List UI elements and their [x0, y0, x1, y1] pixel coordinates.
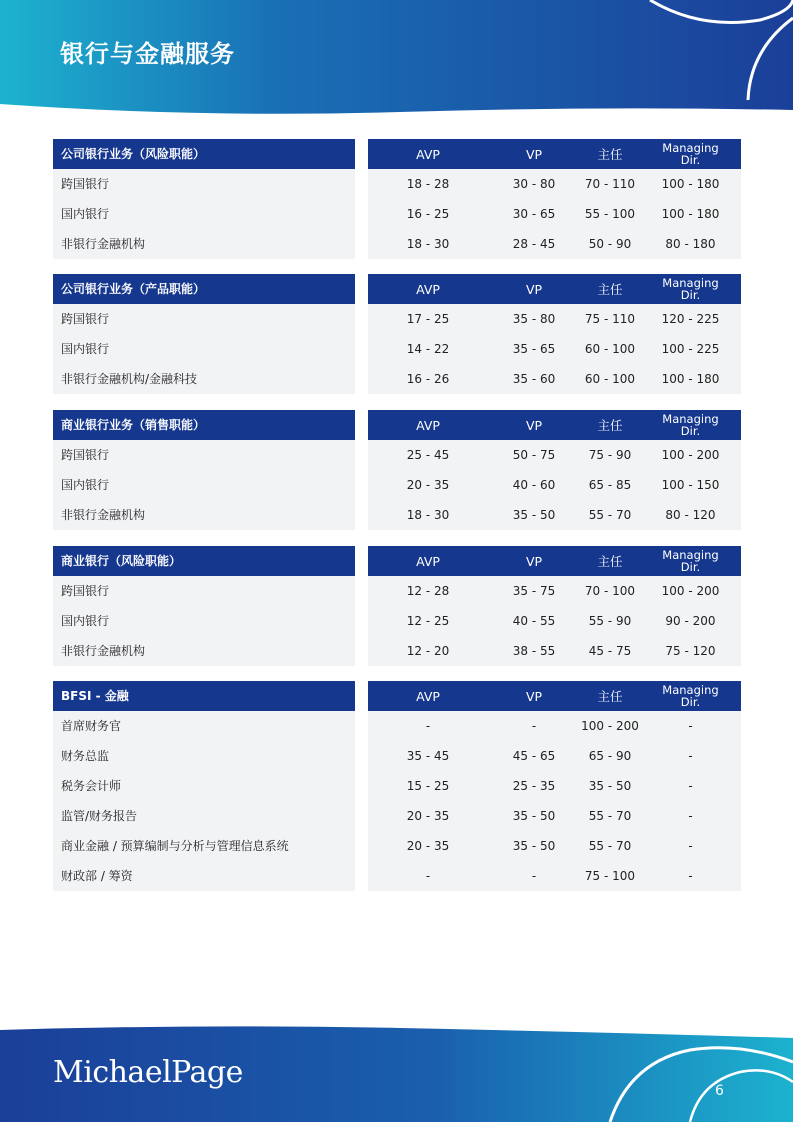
section-title: 公司银行业务（风险职能）: [61, 147, 206, 161]
value-vp: 38 - 55: [512, 644, 556, 658]
value-managing-director: 100 - 200: [661, 448, 720, 462]
table-row: [53, 576, 741, 606]
table-row: [53, 364, 741, 394]
value-avp: 20 - 35: [406, 839, 450, 853]
value-avp: 15 - 25: [406, 779, 450, 793]
column-header-vp: VP: [525, 417, 543, 433]
column-header-managing-director: [640, 274, 741, 304]
column-header-vp: VP: [525, 553, 543, 569]
column-header-avp: AVP: [416, 281, 440, 297]
value-vp: 35 - 50: [512, 508, 556, 522]
value-avp: -: [425, 719, 431, 733]
value-director: 55 - 70: [588, 839, 632, 853]
table-row: [53, 304, 741, 334]
row-label: 首席财务官: [61, 719, 122, 733]
row-label: 国内银行: [61, 478, 110, 492]
row-label: 商业金融 / 预算编制与分析与管理信息系统: [61, 839, 289, 853]
value-avp: 17 - 25: [406, 312, 450, 326]
row-label: 国内银行: [61, 342, 110, 356]
table-row: [53, 169, 741, 199]
page-number: 6: [715, 1083, 724, 1099]
column-header-bar: [368, 546, 741, 576]
table-row: [53, 741, 741, 771]
md-line-1: Managing: [662, 141, 719, 155]
value-vp: 50 - 75: [512, 448, 556, 462]
table-row: [53, 861, 741, 891]
section-title-bar: [53, 274, 355, 304]
column-header-avp: AVP: [416, 688, 440, 704]
value-avp: -: [425, 869, 431, 883]
value-avp: 35 - 45: [406, 749, 450, 763]
section-title-bar: [53, 410, 355, 440]
row-label: 国内银行: [61, 207, 110, 221]
row-label: 非银行金融机构: [61, 237, 146, 251]
md-line-1: Managing: [662, 276, 719, 290]
table-row: [53, 831, 741, 861]
value-vp: 35 - 65: [512, 342, 556, 356]
value-managing-director: -: [688, 719, 693, 733]
table-row: [53, 771, 741, 801]
row-label: 监管/财务报告: [61, 809, 138, 823]
value-director: 70 - 110: [584, 177, 636, 191]
md-line-2: Dir.: [680, 424, 701, 438]
table-row: [53, 636, 741, 666]
value-vp: 35 - 50: [512, 809, 556, 823]
row-label: 非银行金融机构/金融科技: [61, 372, 198, 386]
value-managing-director: -: [688, 809, 693, 823]
md-line-2: Dir.: [680, 695, 701, 709]
value-vp: 35 - 60: [512, 372, 556, 386]
value-avp: 14 - 22: [406, 342, 450, 356]
table-row: [53, 440, 741, 470]
value-vp: 45 - 65: [512, 749, 556, 763]
value-director: 75 - 110: [584, 312, 636, 326]
value-vp: 35 - 50: [512, 839, 556, 853]
value-managing-director: 90 - 200: [665, 614, 716, 628]
row-label: 非银行金融机构: [61, 508, 146, 522]
table-row: [53, 470, 741, 500]
column-header-managing-director: [640, 410, 741, 440]
value-vp: 40 - 60: [512, 478, 556, 492]
value-director: 55 - 70: [588, 809, 632, 823]
column-header-avp: AVP: [416, 146, 440, 162]
md-line-1: Managing: [662, 548, 719, 562]
value-avp: 20 - 35: [406, 809, 450, 823]
column-header-director: 主任: [597, 689, 623, 704]
value-director: 60 - 100: [584, 372, 636, 386]
value-managing-director: 100 - 180: [661, 177, 720, 191]
value-vp: 35 - 75: [512, 584, 556, 598]
value-vp: 40 - 55: [512, 614, 556, 628]
value-director: 65 - 90: [588, 749, 632, 763]
md-line-2: Dir.: [680, 560, 701, 574]
section-title: 公司银行业务（产品职能）: [61, 282, 206, 296]
page-title: 银行与金融服务: [60, 40, 235, 68]
row-label: 税务会计师: [61, 779, 122, 793]
section-table: [53, 274, 741, 394]
value-director: 65 - 85: [588, 478, 632, 492]
md-line-2: Dir.: [680, 288, 701, 302]
table-row: [53, 229, 741, 259]
table-row: [53, 500, 741, 530]
value-vp: -: [531, 719, 537, 733]
column-header-director: 主任: [597, 147, 623, 162]
column-header-avp: AVP: [416, 417, 440, 433]
table-row: [53, 199, 741, 229]
column-header-managing-director: [640, 681, 741, 711]
value-director: 45 - 75: [588, 644, 632, 658]
value-avp: 16 - 26: [406, 372, 450, 386]
section-table: [53, 681, 741, 891]
table-row: [53, 711, 741, 741]
value-director: 75 - 90: [588, 448, 632, 462]
column-header-bar: [368, 681, 741, 711]
column-header-bar: [368, 410, 741, 440]
value-vp: -: [531, 869, 537, 883]
column-header-managing-director: [640, 546, 741, 576]
value-managing-director: 100 - 225: [661, 342, 720, 356]
row-label: 国内银行: [61, 614, 110, 628]
row-label: 跨国银行: [61, 584, 110, 598]
value-avp: 16 - 25: [406, 207, 450, 221]
value-avp: 25 - 45: [406, 448, 450, 462]
row-label: 跨国银行: [61, 312, 110, 326]
section-table: [53, 139, 741, 259]
md-line-2: Dir.: [680, 153, 701, 167]
column-header-director: 主任: [597, 282, 623, 297]
row-label: 财政部 / 筹资: [61, 869, 133, 883]
section-title: 商业银行业务（销售职能）: [61, 418, 206, 432]
value-director: 50 - 90: [588, 237, 632, 251]
value-managing-director: 75 - 120: [665, 644, 716, 658]
value-managing-director: -: [688, 779, 693, 793]
section-table: [53, 410, 741, 530]
md-line-1: Managing: [662, 683, 719, 697]
value-avp: 12 - 25: [406, 614, 450, 628]
value-managing-director: 80 - 180: [665, 237, 716, 251]
value-vp: 35 - 80: [512, 312, 556, 326]
table-row: [53, 801, 741, 831]
value-managing-director: 100 - 150: [661, 478, 720, 492]
md-line-1: Managing: [662, 412, 719, 426]
value-director: 35 - 50: [588, 779, 632, 793]
value-avp: 18 - 30: [406, 237, 450, 251]
value-director: 100 - 200: [581, 719, 639, 733]
row-label: 跨国银行: [61, 448, 110, 462]
column-header-director: 主任: [597, 418, 623, 433]
column-header-vp: VP: [525, 688, 543, 704]
value-managing-director: 120 - 225: [661, 312, 720, 326]
value-vp: 25 - 35: [512, 779, 556, 793]
column-header-vp: VP: [525, 146, 543, 162]
section-title-bar: [53, 139, 355, 169]
table-row: [53, 334, 741, 364]
michael-page-logo: MichaelPage: [53, 1055, 243, 1090]
section-table: [53, 546, 741, 666]
value-avp: 18 - 28: [406, 177, 450, 191]
value-director: 55 - 70: [588, 508, 632, 522]
value-managing-director: -: [688, 749, 693, 763]
column-header-vp: VP: [525, 281, 543, 297]
value-managing-director: 100 - 200: [661, 584, 720, 598]
value-managing-director: -: [688, 869, 693, 883]
value-avp: 12 - 20: [406, 644, 450, 658]
section-title: 商业银行（风险职能）: [61, 554, 182, 568]
value-avp: 18 - 30: [406, 508, 450, 522]
value-vp: 30 - 80: [512, 177, 556, 191]
value-director: 55 - 100: [584, 207, 636, 221]
column-header-avp: AVP: [416, 553, 440, 569]
column-header-bar: [368, 139, 741, 169]
section-title-bar: [53, 681, 355, 711]
column-header-bar: [368, 274, 741, 304]
value-avp: 20 - 35: [406, 478, 450, 492]
value-managing-director: -: [688, 839, 693, 853]
value-director: 70 - 100: [584, 584, 636, 598]
column-header-director: 主任: [597, 554, 623, 569]
column-header-managing-director: [640, 139, 741, 169]
value-director: 60 - 100: [584, 342, 636, 356]
value-vp: 28 - 45: [512, 237, 556, 251]
value-managing-director: 100 - 180: [661, 372, 720, 386]
section-title: BFSI - 金融: [61, 689, 129, 703]
row-label: 非银行金融机构: [61, 644, 146, 658]
row-label: 财务总监: [61, 749, 110, 763]
value-avp: 12 - 28: [406, 584, 450, 598]
value-managing-director: 80 - 120: [665, 508, 716, 522]
value-director: 75 - 100: [584, 869, 636, 883]
section-title-bar: [53, 546, 355, 576]
row-label: 跨国银行: [61, 177, 110, 191]
table-row: [53, 606, 741, 636]
value-director: 55 - 90: [588, 614, 632, 628]
value-managing-director: 100 - 180: [661, 207, 720, 221]
value-vp: 30 - 65: [512, 207, 556, 221]
